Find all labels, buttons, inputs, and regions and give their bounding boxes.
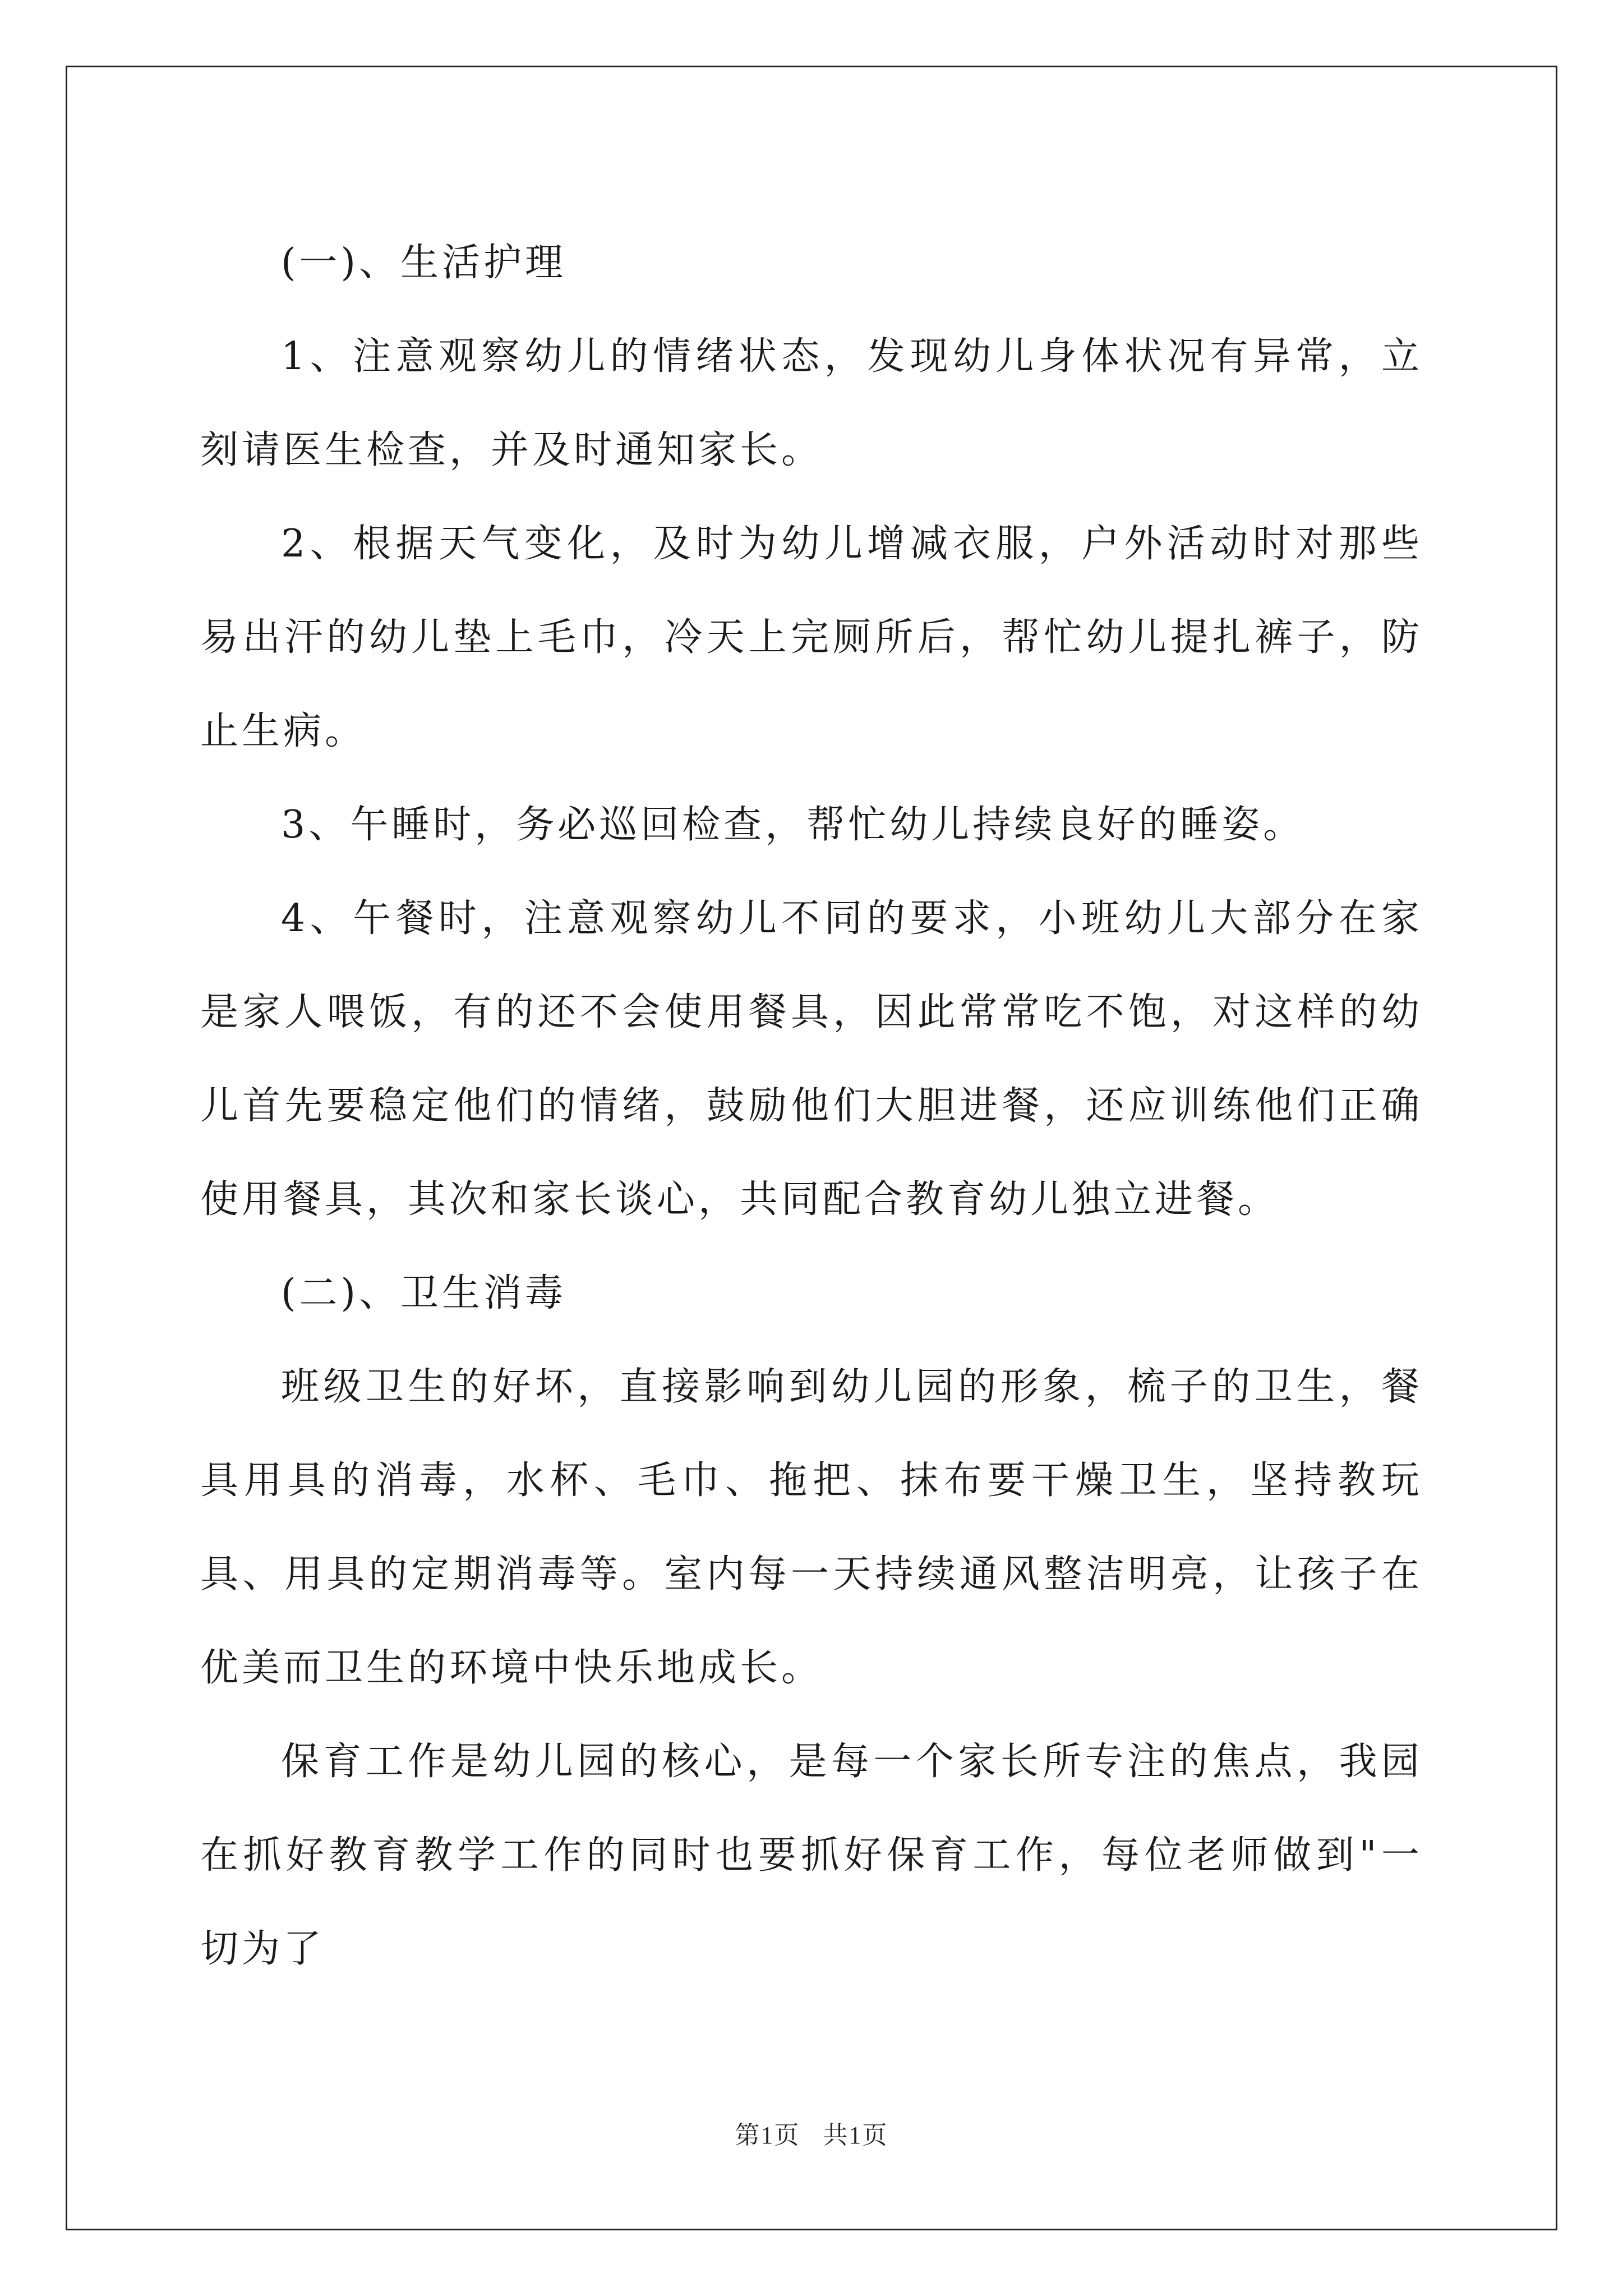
section-heading-hygiene: (二)、卫生消毒 bbox=[281, 1271, 567, 1315]
page-number: 第1页 bbox=[735, 2122, 800, 2149]
paragraph-hygiene: 班级卫生的好坏，直接影响到幼儿园的形象，梳子的卫生，餐具用具的消毒，水杯、毛巾、拖把、抹布要干燥卫生，坚持教玩具、用具的定期消毒等。室内每一天持续通风整洁明亮，让孩子在优美而卫生的环境中快乐地成长。 bbox=[200, 1365, 1423, 1690]
section-heading-life-care: (一)、生活护理 bbox=[281, 241, 567, 285]
paragraph-item-1: 1、注意观察幼儿的情绪状态，发现幼儿身体状况有异常，立刻请医生检查，并及时通知家长。 bbox=[200, 334, 1423, 472]
paragraph-item-2: 2、根据天气变化，及时为幼儿增减衣服，户外活动时对那些易出汗的幼儿垫上毛巾，冷天上完厕所后，帮忙幼儿提扎裤子，防止生病。 bbox=[200, 522, 1423, 753]
paragraph-item-4: 4、午餐时，注意观察幼儿不同的要求，小班幼儿大部分在家是家人喂饭，有的还不会使用餐具，因此常常吃不饱，对这样的幼儿首先要稳定他们的情绪，鼓励他们大胆进餐，还应训练他们正确使用餐具，其次和家长谈心，共同配合教育幼儿独立进餐。 bbox=[200, 896, 1423, 1222]
page-footer bbox=[0, 2115, 1623, 2151]
paragraph-conclusion: 保育工作是幼儿园的核心，是每一个家长所专注的焦点，我园在抓好教育教学工作的同时也要抓好保育工作，每位老师做到"一切为了 bbox=[200, 1740, 1423, 1971]
document-body bbox=[200, 216, 1423, 1996]
page-total: 共1页 bbox=[823, 2122, 888, 2149]
paragraph-item-3: 3、午睡时，务必巡回检查，帮忙幼儿持续良好的睡姿。 bbox=[281, 803, 1305, 847]
